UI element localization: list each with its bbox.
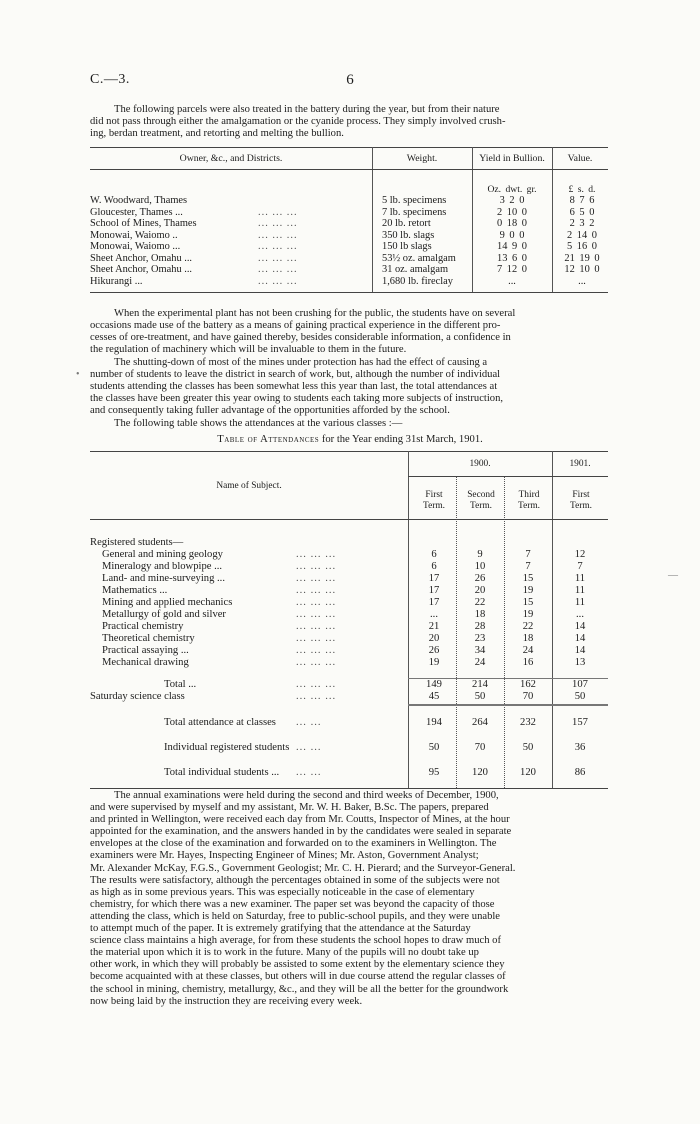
text-line: The following table shows the attendances at the various classes :— bbox=[114, 418, 403, 429]
yield-cell: 2 10 0 bbox=[497, 206, 527, 218]
attendance-value: 20 bbox=[474, 585, 486, 596]
column-header-weight: Weight. bbox=[406, 153, 438, 164]
yield-cell: 13 6 0 bbox=[497, 252, 527, 264]
attendance-value: 14 bbox=[574, 645, 586, 656]
text-line: now being laid by the instruction they are receiving every week. bbox=[90, 995, 363, 1007]
text-line: chemistry, for which there was a new examiner. The paper set was beyond the capacity of those bbox=[90, 898, 495, 910]
column-header-value: Value. bbox=[567, 153, 593, 164]
attendance-value: 149 bbox=[426, 679, 442, 690]
margin-mark: • bbox=[76, 369, 80, 380]
value-cell: 6 5 0 bbox=[569, 206, 595, 218]
weight-cell: 150 lb slags bbox=[382, 241, 432, 252]
weight-cell: 7 lb. specimens bbox=[382, 206, 447, 218]
leader-dots: ... ... bbox=[296, 767, 322, 778]
table-row bbox=[90, 645, 608, 657]
text-line: appointed for the examination, and the answers handed in by the candidates were sealed in separate bbox=[90, 826, 512, 838]
attendance-value: 34 bbox=[474, 645, 486, 656]
first-term-1901-header: First Term. bbox=[570, 490, 592, 511]
attendance-value: 11 bbox=[574, 585, 586, 596]
attendance-value: ... bbox=[430, 609, 438, 620]
text-line: number of students to leave the district in search of work, but, although the number of individual bbox=[90, 369, 501, 381]
text-line: to attempt much of the paper. It is extremely gratifying that the attendance at the Saturday bbox=[90, 923, 471, 935]
subject-name: Theoretical chemistry bbox=[102, 633, 195, 644]
yield-cell: 14 9 0 bbox=[497, 241, 527, 252]
attendance-value: 15 bbox=[522, 597, 534, 608]
units-row bbox=[90, 184, 608, 195]
attendance-value: 264 bbox=[472, 717, 488, 728]
subject-name: Mechanical drawing bbox=[102, 657, 189, 668]
table-rule bbox=[90, 451, 608, 452]
table-row bbox=[90, 218, 608, 229]
attendance-value: 24 bbox=[522, 645, 534, 656]
attendance-value: 107 bbox=[572, 679, 588, 690]
attendance-value: 10 bbox=[474, 561, 486, 572]
attendance-value: 36 bbox=[574, 742, 586, 753]
subject-name: Individual registered students bbox=[164, 742, 290, 753]
attendance-value: 16 bbox=[522, 657, 534, 668]
owner-cell: W. Woodward, Thames bbox=[90, 195, 188, 206]
table-rule bbox=[90, 519, 608, 520]
leader-dots: ... ... ... bbox=[258, 206, 298, 218]
yield-cell: 3 2 0 bbox=[499, 195, 525, 206]
margin-mark: — bbox=[668, 570, 678, 581]
table-row bbox=[90, 621, 608, 633]
owner-cell: Monowai, Waiomo ... bbox=[90, 241, 181, 252]
experimental-plant-paragraph bbox=[90, 308, 608, 356]
attendance-value: 19 bbox=[522, 609, 534, 620]
table-rule bbox=[90, 147, 608, 148]
leader-dots: ... ... ... bbox=[296, 657, 337, 668]
leader-dots: ... ... ... bbox=[258, 252, 298, 264]
attendance-value: 17 bbox=[428, 585, 440, 596]
attendance-value: 6 bbox=[431, 561, 437, 572]
leader-dots: ... ... ... bbox=[296, 597, 337, 608]
attendance-value: 22 bbox=[522, 621, 534, 632]
table-rule bbox=[90, 788, 608, 789]
leader-dots: ... ... bbox=[296, 742, 322, 753]
column-header-subject: Name of Subject. bbox=[216, 481, 282, 491]
attendance-value: 9 bbox=[477, 549, 483, 560]
table-row bbox=[90, 253, 608, 264]
yield-cell: 7 12 0 bbox=[497, 264, 527, 275]
text-line: as high as in some previous years. This was especially noticeable in the case of elementary bbox=[90, 886, 475, 898]
table-row bbox=[90, 264, 608, 275]
text-line: and printed in Wellington, were received each day from Mr. Coutts, Inspector of Mines, at the hour bbox=[90, 814, 510, 826]
group-label: Registered students— bbox=[90, 537, 184, 548]
table-row bbox=[90, 585, 608, 597]
subject-name: Mineralogy and blowpipe ... bbox=[102, 561, 223, 572]
leader-dots: ... ... ... bbox=[296, 573, 337, 584]
table-row bbox=[90, 549, 608, 561]
attendance-value: 7 bbox=[525, 549, 531, 560]
owner-cell: Hikurangi ... bbox=[90, 275, 143, 287]
attendance-value: 50 bbox=[428, 742, 440, 753]
table-row bbox=[90, 207, 608, 218]
attendance-value: 11 bbox=[574, 573, 586, 584]
leader-dots: ... ... ... bbox=[296, 691, 337, 702]
table-row bbox=[90, 561, 608, 573]
caption-small-caps: Table of Attendances bbox=[217, 434, 320, 445]
attendance-value: 86 bbox=[574, 767, 586, 778]
subject-name: Land- and mine-surveying ... bbox=[102, 573, 225, 584]
value-units: £ s. d. bbox=[568, 184, 596, 195]
table-row bbox=[90, 657, 608, 669]
table-rule bbox=[90, 169, 608, 170]
attendance-value: ... bbox=[576, 609, 584, 620]
attendance-value: 18 bbox=[474, 609, 486, 620]
text-line: ing, berdan treatment, and retorting and melting the bullion. bbox=[90, 128, 344, 140]
column-header-owner: Owner, &c., and Districts. bbox=[179, 153, 283, 164]
attendance-value: 50 bbox=[574, 691, 586, 702]
subject-name: Total individual students ... bbox=[164, 767, 280, 778]
attendance-value: 120 bbox=[472, 767, 488, 778]
year-1901-header: 1901. bbox=[569, 459, 591, 469]
attendance-value: 19 bbox=[428, 657, 440, 668]
attendance-value: 24 bbox=[474, 657, 486, 668]
leader-dots: ... ... ... bbox=[296, 561, 337, 572]
weight-cell: 5 lb. specimens bbox=[382, 195, 447, 206]
attendance-value: 14 bbox=[574, 621, 586, 632]
weight-cell: 31 oz. amalgam bbox=[382, 264, 449, 275]
text-line: attending the class, which is held on Saturday, free to public-school pupils, and they were unable bbox=[90, 910, 501, 922]
attendance-value: 14 bbox=[574, 633, 586, 644]
table-row bbox=[90, 767, 608, 779]
table-row bbox=[90, 276, 608, 287]
text-line: The following parcels were also treated in the battery during the year, but from their nature bbox=[114, 104, 500, 115]
text-line: occasions made use of the battery as a means of gaining practical experience in the different pro- bbox=[90, 320, 501, 332]
attendance-value: 17 bbox=[428, 573, 440, 584]
text-line: The annual examinations were held during the second and third weeks of December, 1900, bbox=[114, 790, 499, 801]
value-cell: 5 16 0 bbox=[567, 241, 597, 252]
attendance-value: 214 bbox=[472, 679, 488, 690]
text-line: Mr. Alexander McKay, F.G.S., Government Geologist; Mr. C. H. Pierard; and the Surveyor-General. bbox=[90, 862, 516, 874]
text-line: the material upon which it is to work in the future. Many of the pupils will no doubt take up bbox=[90, 947, 479, 959]
leader-dots: ... ... ... bbox=[296, 585, 337, 596]
table-rule bbox=[408, 705, 608, 706]
table-rule bbox=[90, 292, 608, 293]
value-cell: 2 3 2 bbox=[569, 218, 595, 229]
weight-cell: 1,680 lb. fireclay bbox=[382, 275, 453, 287]
yield-cell: 9 0 0 bbox=[499, 229, 525, 241]
leader-dots: ... ... ... bbox=[296, 645, 337, 656]
text-line: cesses of ore-treatment, and have gained thereby, besides considerable information, a confidence in bbox=[90, 332, 511, 344]
attendance-value: 45 bbox=[428, 691, 440, 702]
attendance-value: 13 bbox=[574, 657, 586, 668]
owner-cell: School of Mines, Thames bbox=[90, 218, 197, 229]
attendance-value: 50 bbox=[474, 691, 486, 702]
text-line: The shutting-down of most of the mines under protection has had the effect of causing a bbox=[114, 357, 488, 368]
text-line: and consequently taking fuller advantage of the opportunities afforded by the school. bbox=[90, 405, 450, 417]
second-term-header: Second Term. bbox=[467, 490, 495, 511]
attendance-value: 19 bbox=[522, 585, 534, 596]
attendance-value: 232 bbox=[520, 717, 536, 728]
text-line: become acquainted with at these classes, but others will in due course attend the regular classes of bbox=[90, 971, 506, 983]
attendance-value: 95 bbox=[428, 767, 440, 778]
value-cell: 2 14 0 bbox=[567, 229, 597, 241]
text-line: examiners were Mr. Hayes, Inspecting Engineer of Mines; Mr. Aston, Government Analyst; bbox=[90, 850, 479, 862]
intro-paragraph bbox=[90, 104, 608, 140]
subject-name: Total ... bbox=[164, 679, 197, 690]
group-label-row bbox=[90, 537, 608, 549]
owner-cell: Sheet Anchor, Omahu ... bbox=[90, 264, 193, 275]
text-line: envelopes at the close of the examination and forwarded on to the examiners in Wellington. The bbox=[90, 838, 497, 850]
attendance-value: 50 bbox=[522, 742, 534, 753]
first-term-header: First Term. bbox=[423, 490, 445, 511]
subject-name: General and mining geology bbox=[102, 549, 223, 560]
leader-dots: ... ... ... bbox=[258, 229, 298, 241]
attendance-value: 70 bbox=[474, 742, 486, 753]
attendance-value: 18 bbox=[522, 633, 534, 644]
leader-dots: ... ... ... bbox=[296, 679, 337, 690]
owner-cell: Sheet Anchor, Omahu ... bbox=[90, 252, 193, 264]
subject-name: Metallurgy of gold and silver bbox=[102, 609, 226, 620]
yield-units: Oz. dwt. gr. bbox=[487, 184, 537, 195]
text-line: the school in mining, chemistry, metallurgy, &c., and they will be all the better for the groundwork bbox=[90, 983, 509, 995]
table-row bbox=[90, 195, 608, 206]
table-row bbox=[90, 691, 608, 703]
table-row bbox=[90, 742, 608, 754]
year-1900-header: 1900. bbox=[469, 459, 491, 469]
text-line: When the experimental plant has not been crushing for the public, the students have on several bbox=[114, 308, 516, 319]
owner-cell: Gloucester, Thames ... bbox=[90, 206, 183, 218]
leader-dots: ... ... ... bbox=[296, 609, 337, 620]
text-line: did not pass through either the amalgamation or the cyanide process. They simply involved crush- bbox=[90, 116, 506, 128]
leader-dots: ... ... ... bbox=[258, 275, 298, 287]
value-cell: 21 19 0 bbox=[564, 252, 600, 264]
yield-cell: ... bbox=[508, 275, 516, 287]
weight-cell: 350 lb. slags bbox=[382, 229, 435, 241]
leader-dots: ... ... ... bbox=[296, 621, 337, 632]
table-row bbox=[90, 679, 608, 691]
attendance-value: 7 bbox=[577, 561, 583, 572]
page-number: 6 bbox=[346, 72, 354, 88]
attendance-value: 120 bbox=[520, 767, 536, 778]
text-line: the classes have been greater this year owing to students each taking more subjects of instruction, bbox=[90, 393, 504, 405]
leader-dots: ... ... ... bbox=[296, 633, 337, 644]
table-row bbox=[90, 241, 608, 252]
text-line: science class maintains a high average, for from these students the school hopes to draw much of bbox=[90, 935, 501, 947]
leader-dots: ... ... bbox=[296, 717, 322, 728]
value-cell: 12 10 0 bbox=[564, 264, 600, 275]
attendance-value: 17 bbox=[428, 597, 440, 608]
column-header-yield: Yield in Bullion. bbox=[479, 153, 545, 164]
value-cell: 8 7 6 bbox=[569, 195, 595, 206]
owner-cell: Monowai, Waiomo .. bbox=[90, 229, 178, 241]
attendance-value: 26 bbox=[428, 645, 440, 656]
text-line: The results were satisfactory, although the percentages obtained in some of the subjects were not bbox=[90, 874, 500, 886]
table-row bbox=[90, 717, 608, 729]
table-row bbox=[90, 573, 608, 585]
leader-dots: ... ... ... bbox=[258, 241, 298, 252]
value-cell: ... bbox=[578, 275, 586, 287]
shutting-down-paragraph bbox=[90, 357, 608, 417]
subject-name: Practical chemistry bbox=[102, 621, 184, 632]
text-line: students attending the classes has been somewhat less this year than last, the total attendances at bbox=[90, 381, 498, 393]
attendance-value: 22 bbox=[474, 597, 486, 608]
attendance-value: 6 bbox=[431, 549, 437, 560]
attendance-value: 23 bbox=[474, 633, 486, 644]
attendance-value: 162 bbox=[520, 679, 536, 690]
table-rule bbox=[408, 476, 608, 477]
text-line: other work, in which they will probably be assisted to some extent by the elementary science they bbox=[90, 959, 505, 971]
attendance-value: 12 bbox=[574, 549, 586, 560]
table-row bbox=[90, 597, 608, 609]
attendance-value: 157 bbox=[572, 717, 588, 728]
examinations-paragraph bbox=[90, 790, 608, 1008]
attendance-value: 28 bbox=[474, 621, 486, 632]
attendance-value: 15 bbox=[522, 573, 534, 584]
yield-cell: 0 18 0 bbox=[497, 218, 527, 229]
table-intro-paragraph bbox=[90, 418, 608, 430]
leader-dots: ... ... ... bbox=[296, 549, 337, 560]
attendance-value: 70 bbox=[522, 691, 534, 702]
attendance-value: 26 bbox=[474, 573, 486, 584]
subject-name: Practical assaying ... bbox=[102, 645, 189, 656]
document-reference: C.—3. bbox=[90, 72, 130, 87]
attendance-table-caption bbox=[0, 434, 700, 445]
leader-dots: ... ... ... bbox=[258, 264, 298, 275]
table-rule bbox=[408, 678, 608, 679]
weight-cell: 53½ oz. amalgam bbox=[382, 252, 456, 264]
weight-cell: 20 lb. retort bbox=[382, 218, 431, 229]
table-row bbox=[90, 230, 608, 241]
table-row bbox=[90, 609, 608, 621]
attendance-value: 194 bbox=[426, 717, 442, 728]
text-line: the regulation of machinery which will be invaluable to them in the future. bbox=[90, 344, 407, 356]
attendance-value: 20 bbox=[428, 633, 440, 644]
subject-name: Mining and applied mechanics bbox=[102, 597, 233, 608]
text-line: and were supervised by myself and my assistant, Mr. W. H. Baker, B.Sc. The papers, prepared bbox=[90, 802, 489, 814]
third-term-header: Third Term. bbox=[518, 490, 540, 511]
table-row bbox=[90, 633, 608, 645]
leader-dots: ... ... ... bbox=[258, 218, 298, 229]
subject-name: Total attendance at classes bbox=[164, 717, 276, 728]
subject-name: Mathematics ... bbox=[102, 585, 168, 596]
attendance-value: 11 bbox=[574, 597, 586, 608]
caption-rest: for the Year ending 31st March, 1901. bbox=[319, 434, 483, 445]
subject-name: Saturday science class bbox=[90, 691, 185, 702]
attendance-value: 7 bbox=[525, 561, 531, 572]
attendance-value: 21 bbox=[428, 621, 440, 632]
